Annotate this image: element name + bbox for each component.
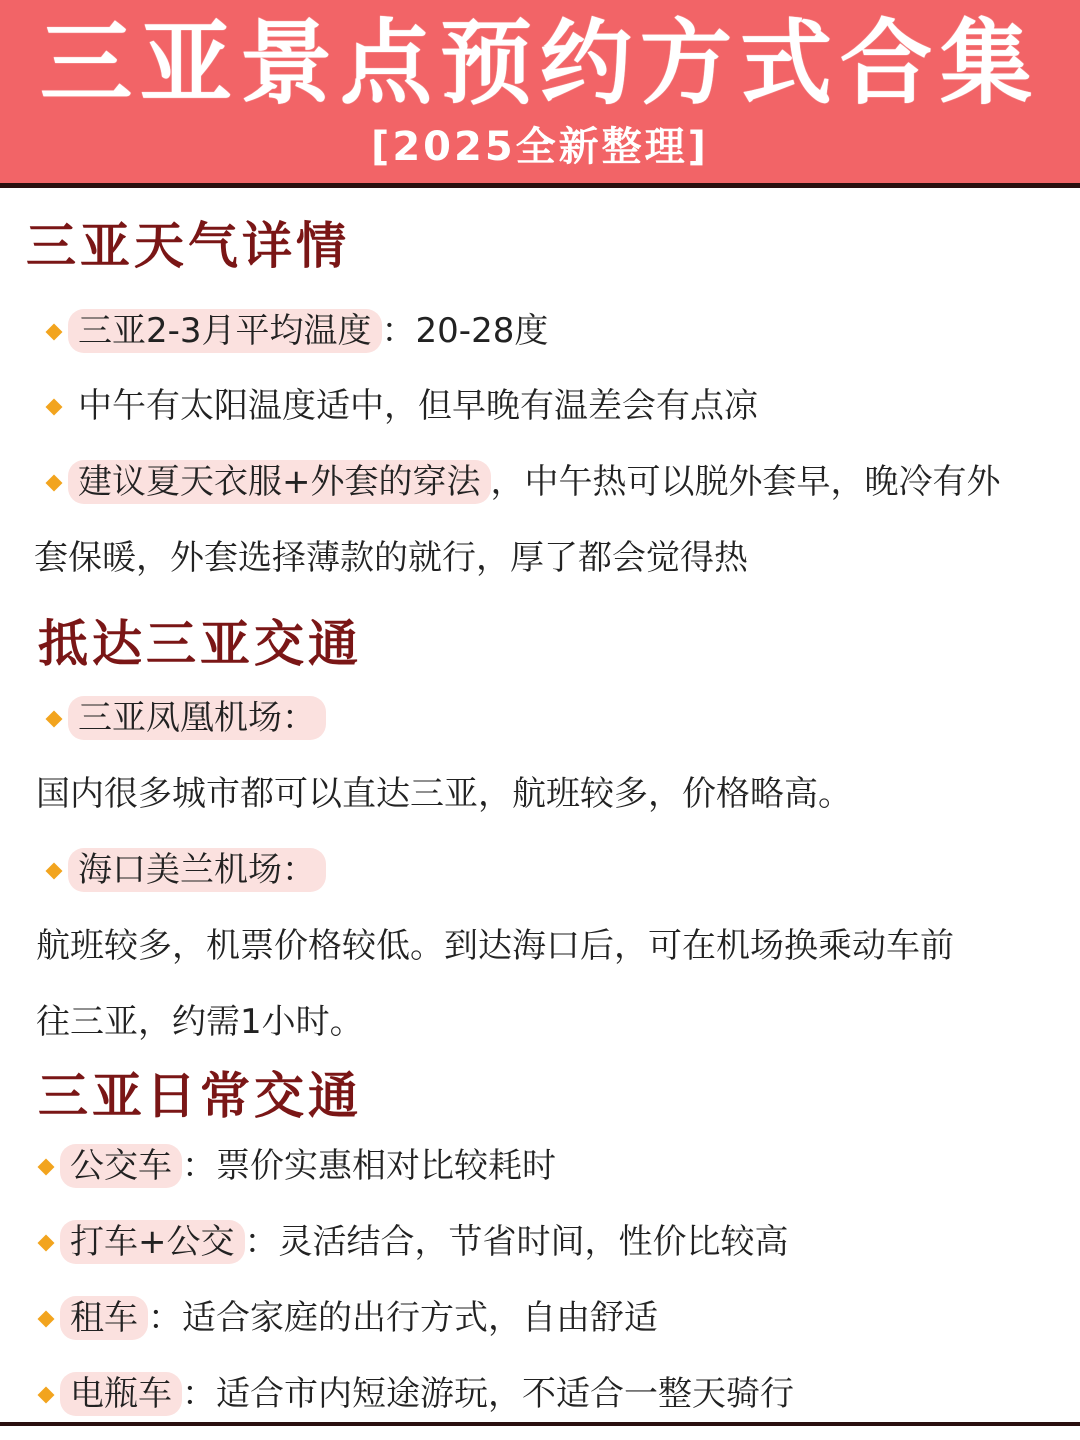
highlight-text: 建议夏天衣服+外套的穿法 [68,460,491,504]
bullet-icon [38,1311,55,1328]
list-item [40,1372,794,1416]
list-item [48,696,326,740]
continuation-text: 套保暖，外套选择薄款的就行，厚了都会觉得热 [34,538,748,578]
item-text: ：适合市内短途游玩，不适合一整天骑行 [182,1374,794,1414]
item-text: ：票价实惠相对比较耗时 [182,1146,556,1186]
section-title-daily: 三亚日常交通 [38,1067,362,1125]
bullet-icon [46,711,63,728]
section-title-arrival: 抵达三亚交通 [38,615,362,673]
item-text: ：20-28度 [381,311,549,351]
description-text: 国内很多城市都可以直达三亚，航班较多，价格略高。 [36,774,852,814]
bullet-icon [38,1159,55,1176]
list-item [48,460,1001,504]
item-text: ：灵活结合，节省时间，性价比较高 [244,1222,789,1262]
list-item [48,384,758,428]
bullet-icon [46,863,63,880]
highlight-text: 三亚凤凰机场： [68,696,326,740]
highlight-text: 打车+公交 [60,1220,245,1264]
description-text: 航班较多，机票价格较低。到达海口后，可在机场换乘动车前 [36,926,954,966]
list-item [48,848,326,892]
list-item [40,1296,658,1340]
page-title: 三亚景点预约方式合集 [39,10,1040,117]
bullet-icon [38,1235,55,1252]
bullet-icon [46,324,63,341]
bullet-icon [46,399,63,416]
list-item [40,1144,556,1188]
highlight-text: 公交车 [60,1144,182,1188]
item-text: ：适合家庭的出行方式，自由舒适 [148,1298,658,1338]
highlight-text: 三亚2-3月平均温度 [68,309,382,353]
description-text: 往三亚，约需1小时。 [36,1002,364,1042]
page-subtitle: [2025全新整理] [371,124,709,170]
header-banner [0,0,1080,188]
bullet-icon [46,475,63,492]
list-item [48,309,548,353]
highlight-text: 电瓶车 [60,1372,182,1416]
section-title-weather: 三亚天气详情 [26,217,350,275]
bullet-icon [38,1387,55,1404]
list-item [40,1220,789,1264]
highlight-text: 租车 [60,1296,148,1340]
item-text: 中午有太阳温度适中，但早晚有温差会有点凉 [78,386,758,426]
item-text: ，中午热可以脱外套早，晚冷有外 [490,462,1001,502]
bottom-divider [0,1422,1080,1426]
highlight-text: 海口美兰机场： [68,848,326,892]
